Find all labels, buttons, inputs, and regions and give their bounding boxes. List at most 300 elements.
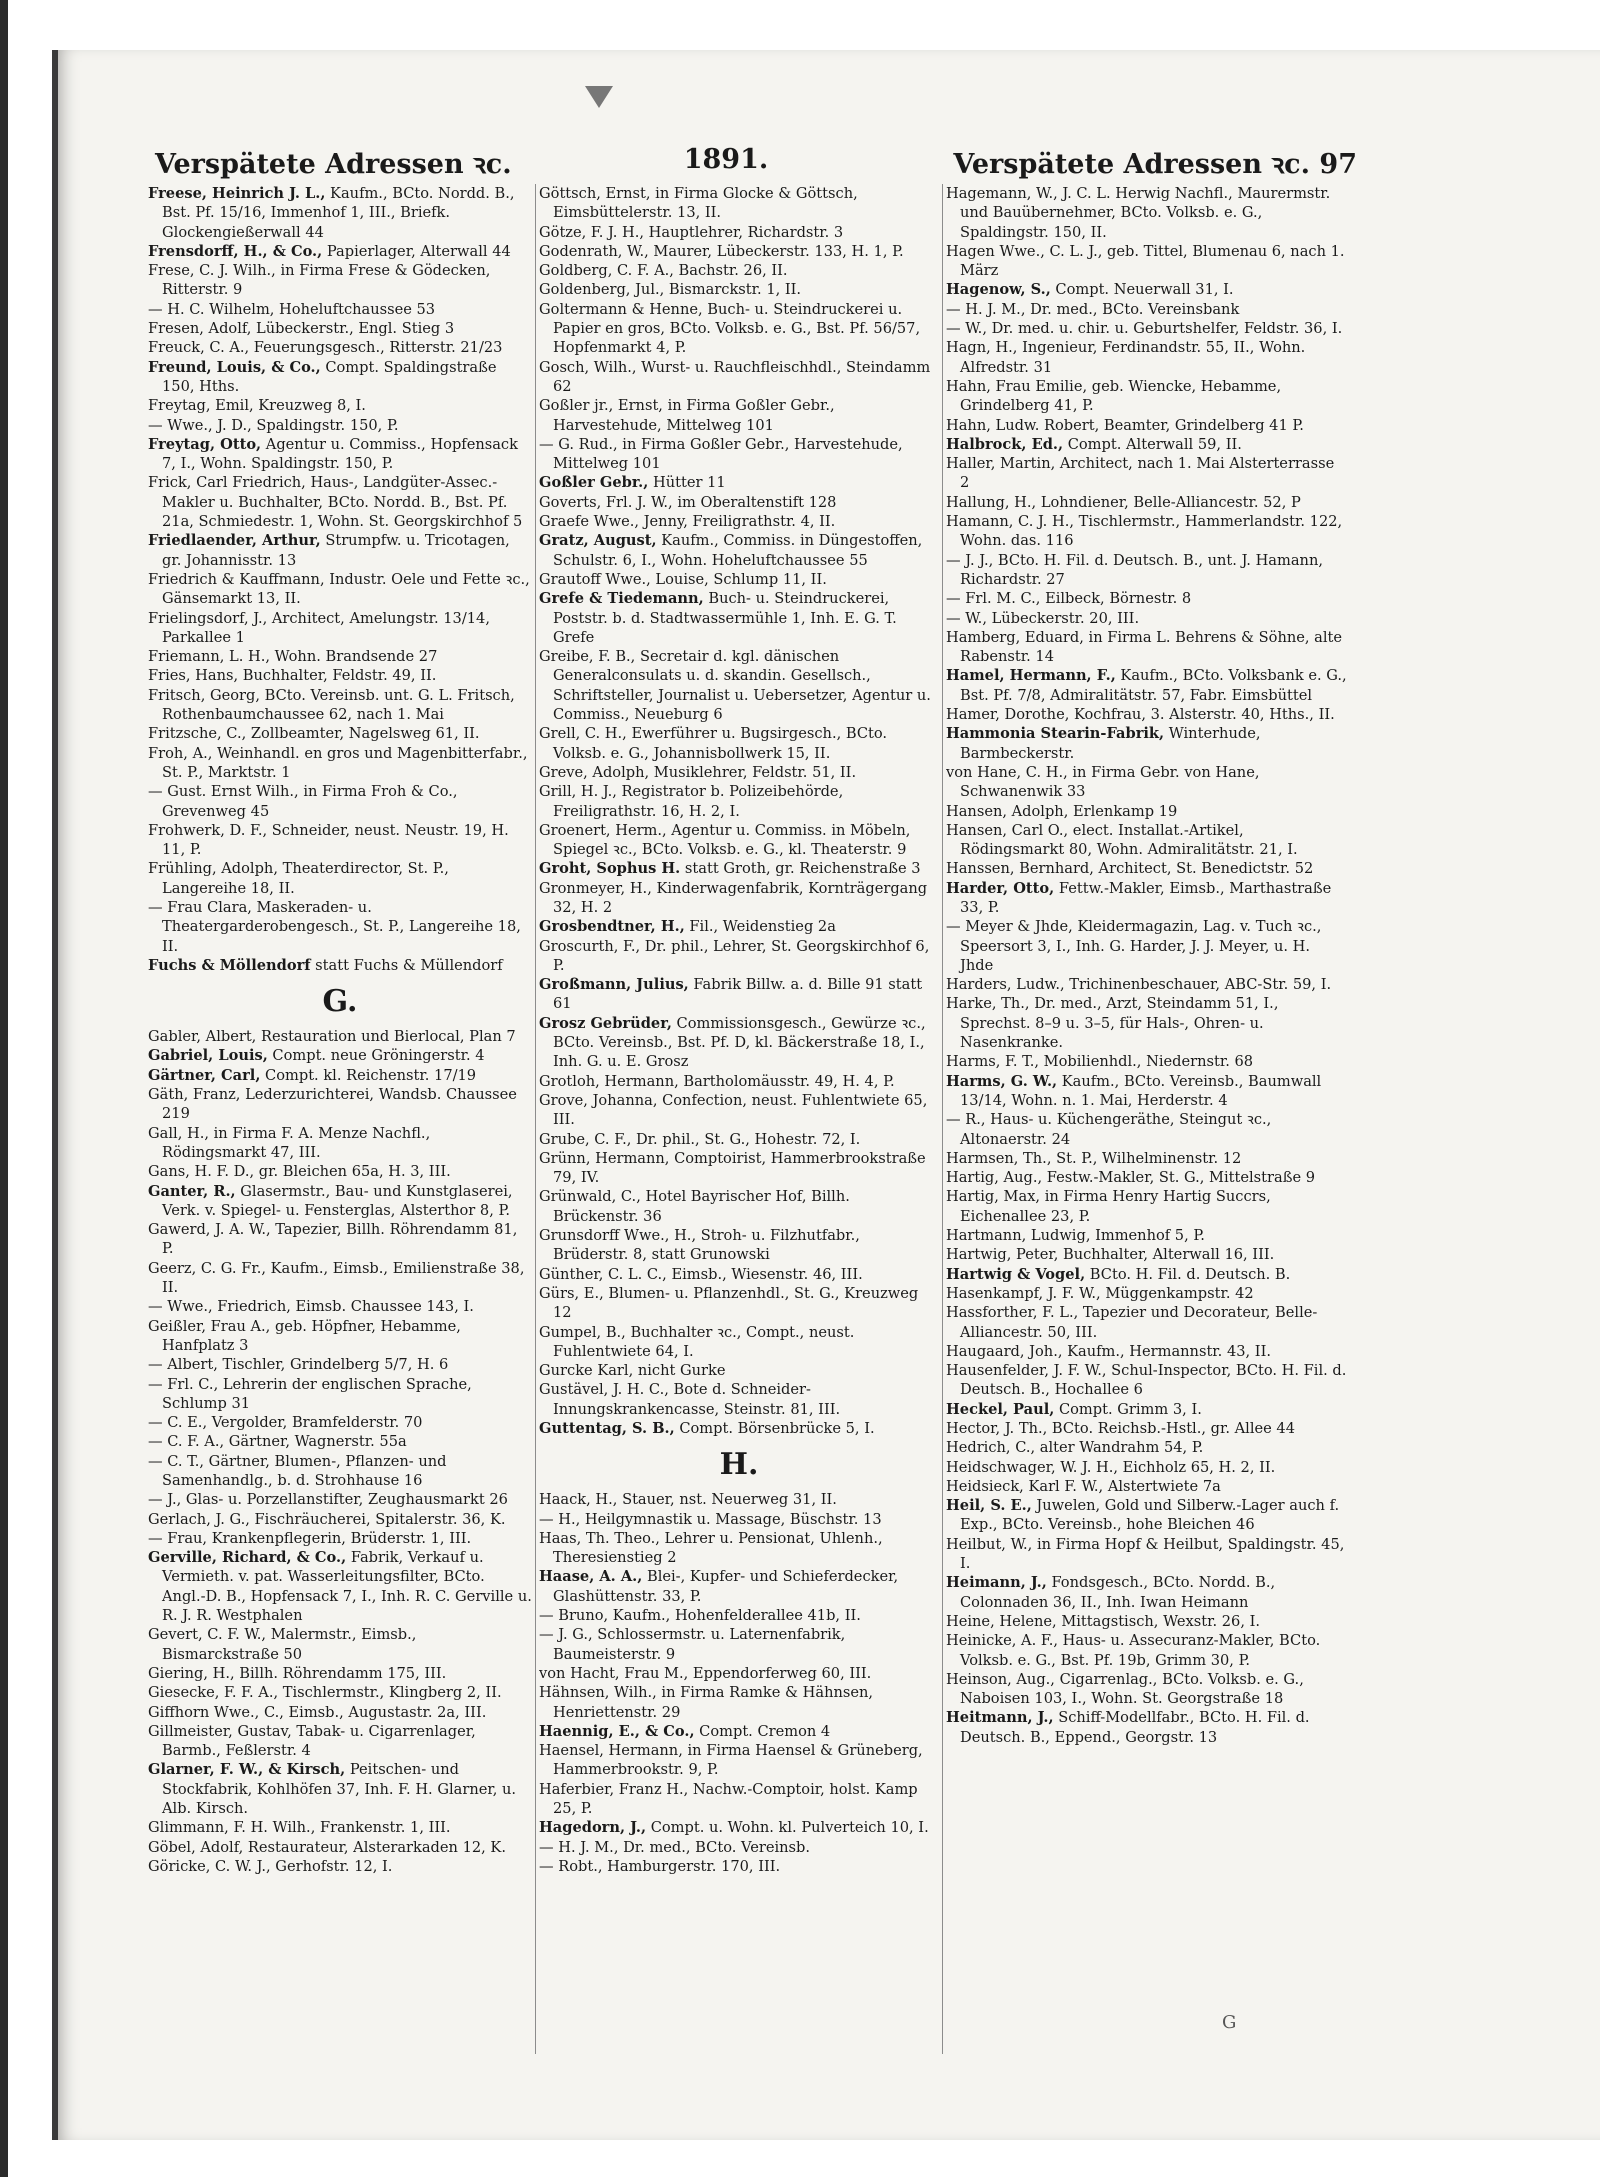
directory-entry [148, 1027, 532, 1046]
directory-entry [148, 531, 532, 570]
directory-entry [148, 1683, 532, 1702]
entry-text: — H. J. M., Dr. med., BCto. Vereinsbank [946, 300, 1240, 318]
entry-text: — W., Lübeckerstr. 20, III. [946, 609, 1140, 627]
entry-text: Hallung, H., Lohndiener, Belle-Alliancestr. 52, P [946, 493, 1301, 511]
entry-text: Hansen, Adolph, Erlenkamp 19 [946, 802, 1178, 820]
directory-entry [148, 1162, 532, 1181]
entry-text: Gawerd, J. A. W., Tapezier, Billh. Röhrendamm 81, P. [148, 1221, 518, 1258]
directory-entry [148, 1625, 532, 1664]
entry-text: — R., Haus- u. Küchengeräthe, Steingut ꝛc., Altonaerstr. 24 [946, 1111, 1272, 1148]
column-3 [946, 184, 1350, 2054]
entry-text: — C. F. A., Gärtner, Wagnerstr. 55a [148, 1433, 407, 1451]
directory-entry [148, 1182, 532, 1221]
entry-text: Glimmann, F. H. Wilh., Frankenstr. 1, III. [148, 1819, 451, 1837]
entry-text: — Albert, Tischler, Grindelberg 5/7, H. 6 [148, 1356, 449, 1374]
directory-entry [539, 1490, 939, 1509]
directory-entry [946, 551, 1347, 590]
directory-entry [946, 1245, 1347, 1264]
directory-entry [946, 859, 1347, 878]
directory-entry [946, 1670, 1347, 1709]
entry-text: Papierlager, Alterwall 44 [322, 242, 511, 260]
directory-entry [539, 917, 939, 936]
entry-text: Fries, Hans, Buchhalter, Feldstr. 49, II. [148, 667, 437, 685]
entry-text: Peitschen- und Stockfabrik, Kohlhöfen 37, Inh. F. H. Glarner, u. Alb. Kirsch. [162, 1761, 517, 1818]
entry-text: Winterhude, Barmbeckerstr. [960, 725, 1261, 762]
directory-entry [946, 1168, 1347, 1187]
directory-entry [539, 763, 939, 782]
directory-entry [539, 1361, 939, 1380]
directory-entry [946, 1458, 1347, 1477]
entry-text: Fritzsche, C., Zollbeamter, Nagelsweg 61, II. [148, 725, 480, 743]
entry-text: Fritsch, Georg, BCto. Vereinsb. unt. G. L. Fritsch, Rothenbaumchaussee 62, nach 1. Mai [148, 686, 515, 724]
directory-entry [539, 782, 939, 821]
entry-bold-name: Gerville, Richard, & Co., [148, 1549, 347, 1567]
entry-text: Godenrath, W., Maurer, Lübeckerstr. 133, H. 1, P. [539, 242, 904, 260]
directory-entry [539, 859, 939, 878]
entry-text: Grube, C. F., Dr. phil., St. G., Hohestr. 72, I. [539, 1130, 861, 1148]
section-letter-heading: G. [322, 984, 358, 1020]
entry-text: Hütter 11 [648, 474, 726, 492]
entry-text: Froh, A., Weinhandl. en gros und Magenbitterfabr., St. P., Marktstr. 1 [148, 744, 528, 781]
entry-text: Fettw.-Makler, Eimsb., Marthastraße 33, P. [960, 879, 1332, 916]
entry-text: Grünwald, C., Hotel Bayrischer Hof, Billh. Brückenstr. 36 [539, 1188, 850, 1225]
entry-text: Giering, H., Billh. Röhrendamm 175, III. [148, 1664, 447, 1682]
entry-text: — C. T., Gärtner, Blumen-, Pflanzen- und Samenhandlg., b. d. Strohhause 16 [148, 1452, 447, 1489]
entry-text: Compt. kl. Reichenstr. 17/19 [260, 1066, 477, 1084]
directory-entry [148, 416, 532, 435]
entry-text: von Hane, C. H., in Firma Gebr. von Hane, Schwanenwik 33 [946, 763, 1260, 801]
directory-entry [148, 1703, 532, 1722]
entry-bold-name: Heimann, J., [946, 1574, 1047, 1592]
entry-text: Hamer, Dorothe, Kochfrau, 3. Alsterstr. 40, Hths., II. [946, 706, 1335, 724]
directory-entry [539, 1741, 939, 1780]
entry-bold-name: Glarner, F. W., & Kirsch, [148, 1761, 346, 1779]
directory-entry [946, 1612, 1347, 1631]
entry-text: Göttsch, Ernst, in Firma Glocke & Göttsch, Eimsbüttelerstr. 13, II. [539, 185, 858, 222]
entry-bold-name: Hammonia Stearin-Fabrik, [946, 725, 1165, 743]
directory-entry [148, 1297, 532, 1316]
entry-text: Strumpfw. u. Tricotagen, gr. Johannisstr. 13 [162, 532, 510, 569]
directory-entry [148, 1452, 532, 1491]
directory-entry [539, 184, 939, 223]
entry-text: Harmsen, Th., St. P., Wilhelminenstr. 12 [946, 1149, 1242, 1167]
directory-entry [946, 377, 1347, 416]
entry-text: Fondsgesch., BCto. Nordd. B., Colonnaden 36, II., Inh. Iwan Heimann [960, 1574, 1276, 1611]
entry-text: — H. C. Wilhelm, Hoheluftchaussee 53 [148, 300, 436, 318]
entry-bold-name: Guttentag, S. B., [539, 1420, 675, 1437]
entry-text: Frese, C. J. Wilh., in Firma Frese & Gödecken, Ritterstr. 9 [148, 262, 491, 299]
directory-entry [946, 1573, 1347, 1612]
entry-bold-name: Gratz, August, [539, 532, 657, 550]
entry-text: Grotloh, Hermann, Bartholomäusstr. 49, H. 4, P. [539, 1072, 895, 1090]
entry-text: — Frau, Krankenpflegerin, Brüderstr. 1, III. [148, 1529, 472, 1547]
directory-entry [539, 1226, 939, 1265]
entry-text: Blei-, Kupfer- und Schieferdecker, Glashüttenstr. 33, P. [553, 1568, 899, 1605]
entry-bold-name: Freund, Louis, & Co., [148, 358, 321, 376]
directory-entry [946, 705, 1347, 724]
directory-entry [946, 1342, 1347, 1361]
entry-bold-name: Großmann, Julius, [539, 976, 689, 994]
directory-entry [946, 512, 1347, 551]
directory-entry [148, 1317, 532, 1356]
directory-entry [946, 1187, 1347, 1226]
entry-text: — G. Rud., in Firma Goßler Gebr., Harvestehude, Mittelweg 101 [539, 435, 903, 473]
directory-entry [946, 1072, 1347, 1111]
directory-entry [148, 570, 532, 609]
entry-text: Glasermstr., Bau- und Kunstglaserei, Verk. v. Spiegel- u. Fensterglas, Alsterthor 8, P. [162, 1182, 513, 1219]
directory-entry [539, 1625, 939, 1664]
entry-text: Compt. neue Gröningerstr. 4 [267, 1047, 485, 1065]
entry-text: — J. G., Schlossermstr. u. Laternenfabrik, Baumeisterstr. 9 [539, 1626, 846, 1663]
directory-entry [946, 1361, 1347, 1400]
directory-entry [148, 1529, 532, 1548]
entry-bold-name: Heil, S. E., [946, 1497, 1032, 1515]
entry-text: Haack, H., Stauer, nst. Neuerweg 31, II. [539, 1491, 837, 1509]
entry-text: Göbel, Adolf, Restaurateur, Alsterarkaden 12, K. [148, 1838, 506, 1856]
directory-entry [148, 1375, 532, 1414]
entry-text: — H., Heilgymnastik u. Massage, Büschstr. 13 [539, 1510, 882, 1528]
entry-text: — Bruno, Kaufm., Hohenfelderallee 41b, II. [539, 1607, 861, 1625]
directory-entry [946, 1535, 1347, 1574]
directory-entry [946, 454, 1347, 493]
entry-text: Fil., Weidenstieg 2a [684, 918, 836, 936]
directory-entry [148, 1664, 532, 1683]
directory-entry [946, 1226, 1347, 1245]
entry-bold-name: Friedlaender, Arthur, [148, 532, 321, 550]
entry-text: Götze, F. J. H., Hauptlehrer, Richardstr. 3 [539, 223, 844, 241]
entry-text: Heinson, Aug., Cigarrenlag., BCto. Volksb. e. G., Naboisen 103, I., Wohn. St. Georgstraße 18 [946, 1670, 1304, 1708]
directory-entry [539, 1529, 939, 1568]
entry-bold-name: Hagenow, S., [946, 281, 1051, 299]
directory-entry [148, 1857, 532, 1876]
directory-entry [946, 589, 1347, 608]
entry-text: Harms, F. T., Mobilienhdl., Niedernstr. 68 [946, 1053, 1254, 1071]
entry-text: Groscurth, F., Dr. phil., Lehrer, St. Georgskirchhof 6, P. [539, 937, 930, 974]
entry-text: Compt. Börsenbrücke 5, I. [674, 1420, 875, 1437]
directory-entry [148, 724, 532, 743]
entry-text: Hamann, C. J. H., Tischlermstr., Hammerlandstr. 122, Wohn. das. 116 [946, 513, 1343, 550]
entry-text: Gillmeister, Gustav, Tabak- u. Cigarrenlager, Barmb., Feßlerstr. 4 [148, 1722, 476, 1760]
directory-entry [148, 300, 532, 319]
entry-bold-name: Heitmann, J., [946, 1709, 1054, 1727]
entry-text: Grill, H. J., Registrator b. Polizeibehörde, Freiligrathstr. 16, H. 2, I. [539, 783, 844, 820]
directory-entry [539, 879, 939, 918]
entry-text: Göricke, C. W. J., Gerhofstr. 12, I. [148, 1857, 393, 1875]
directory-entry [539, 1014, 939, 1072]
directory-entry [148, 1220, 532, 1259]
directory-entry [148, 1413, 532, 1432]
entry-text: Giesecke, F. F. A., Tischlermstr., Klingberg 2, II. [148, 1684, 502, 1702]
page-marker-shape [585, 86, 613, 108]
header-left-title: Verspätete Adressen ꝛc. [155, 149, 512, 180]
directory-entry [946, 994, 1347, 1052]
entry-text: Geerz, C. G. Fr., Kaufm., Eimsb., Emilienstraße 38, II. [148, 1259, 525, 1297]
directory-entry [539, 435, 939, 474]
section-letter-heading: H. [719, 1447, 759, 1483]
entry-text: Freuck, C. A., Feuerungsgesch., Ritterstr. 21/23 [148, 339, 503, 357]
entry-text: Heine, Helene, Mittagstisch, Wexstr. 26, I. [946, 1612, 1260, 1630]
directory-entry [539, 1838, 939, 1857]
entry-text: Gäth, Franz, Lederzurichterei, Wandsb. Chaussee 219 [148, 1086, 517, 1123]
entry-text: Hahn, Ludw. Robert, Beamter, Grindelberg 41 P. [946, 416, 1304, 434]
entry-text: Hector, J. Th., BCto. Reichsb.-Hstl., gr. Allee 44 [946, 1420, 1295, 1437]
entry-text: Haferbier, Franz H., Nachw.-Comptoir, holst. Kamp 25, P. [539, 1780, 918, 1818]
entry-text: Hansen, Carl O., elect. Installat.-Artikel, Rödingsmarkt 80, Wohn. Admiralitätstr. 21, I. [946, 821, 1298, 859]
entry-text: Kaufm., BCto. Vereinsb., Baumwall 13/14, Wohn. n. 1. Mai, Herderstr. 4 [960, 1072, 1322, 1109]
directory-entry [148, 1490, 532, 1509]
directory-entry [946, 724, 1347, 763]
directory-entry [946, 802, 1347, 821]
entry-bold-name: Halbrock, Ed., [946, 435, 1064, 453]
entry-text: Freytag, Emil, Kreuzweg 8, I. [148, 397, 366, 415]
entry-text: Gosch, Wilh., Wurst- u. Rauchfleischhdl., Steindamm 62 [539, 358, 931, 395]
entry-bold-name: Frensdorff, H., & Co., [148, 242, 323, 260]
entry-text: Compt. Neuerwall 31, I. [1050, 281, 1234, 299]
directory-entry [539, 1091, 939, 1130]
entry-text: Fabrik, Verkauf u. Vermieth. v. pat. Wasserleitungsfilter, BCto. Angl.-D. B., Hopfensack 7, I., Inh. R. C. Gerville u. R. J. R. Westphalen [162, 1549, 532, 1625]
entry-bold-name: Grefe & Tiedemann, [539, 590, 704, 608]
directory-entry [148, 1838, 532, 1857]
directory-entry [946, 493, 1347, 512]
entry-text: Heidschwager, W. J. H., Eichholz 65, H. 2, II. [946, 1458, 1276, 1476]
directory-entry [946, 1265, 1347, 1284]
directory-entry [539, 223, 939, 242]
entry-bold-name: Harms, G. W., [946, 1072, 1058, 1090]
directory-entry [148, 1085, 532, 1124]
directory-entry [946, 975, 1347, 994]
directory-entry [539, 570, 939, 589]
entry-text: Agentur u. Commiss., Hopfensack 7, I., Wohn. Spaldingstr. 150, P. [162, 435, 518, 473]
directory-entry [946, 666, 1347, 705]
entry-bold-name: Freytag, Otto, [148, 435, 262, 453]
entry-text: statt Fuchs & Müllendorf [310, 956, 503, 974]
entry-text: Gabler, Albert, Restauration und Bierlocal, Plan 7 [148, 1028, 516, 1046]
entry-text: Frick, Carl Friedrich, Haus-, Landgüter-Assec.-Makler u. Buchhalter, BCto. Nordd. B., Bst. Pf. 21a, Schmiedestr. 1, Wohn. St. Georgskirchhof 5 [148, 474, 523, 531]
entry-text: — Meyer & Jhde, Kleidermagazin, Lag. v. Tuch ꝛc., Speersort 3, I., Inh. G. Harder, J. J. Meyer, u. H. Jhde [946, 918, 1322, 974]
entry-text: Grove, Johanna, Confection, neust. Fuhlentwiete 65, III. [539, 1091, 928, 1129]
entry-bold-name: Hagedorn, J., [539, 1819, 647, 1837]
directory-entry [148, 261, 532, 300]
entry-text: Heidsieck, Karl F. W., Alstertwiete 7a [946, 1477, 1221, 1495]
directory-entry [946, 300, 1347, 319]
entry-text: Goldenberg, Jul., Bismarckstr. 1, II. [539, 281, 802, 299]
directory-entry [946, 338, 1347, 377]
directory-entry [946, 879, 1347, 918]
entry-text: Buch- u. Steindruckerei, Poststr. b. d. Stadtwassermühle 1, Inh. E. G. T. Grefe [553, 590, 897, 646]
entry-bold-name: Grosbendtner, H., [539, 918, 685, 936]
directory-entry [148, 242, 532, 261]
page-header [95, 140, 1357, 184]
entry-text: Geißler, Frau A., geb. Höpfner, Hebamme, Hanfplatz 3 [148, 1317, 461, 1354]
entry-text: Hanssen, Bernhard, Architect, St. Benedictstr. 52 [946, 860, 1314, 878]
entry-text: Hartig, Aug., Festw.-Makler, St. G., Mittelstraße 9 [946, 1169, 1316, 1187]
entry-bold-name: Fuchs & Möllendorf [148, 956, 311, 974]
entry-text: Günther, C. L. C., Eimsb., Wiesenstr. 46, III. [539, 1265, 863, 1283]
directory-entry [148, 1066, 532, 1085]
entry-text: Haas, Th. Theo., Lehrer u. Pensionat, Uhlenh., Theresienstieg 2 [539, 1529, 883, 1567]
directory-entry [148, 184, 532, 242]
directory-entry [148, 1432, 532, 1451]
directory-entry [539, 1664, 939, 1683]
entry-text: Friedrich & Kauffmann, Industr. Oele und Fette ꝛc., Gänsemarkt 13, II. [148, 570, 530, 608]
directory-entry [946, 917, 1347, 975]
directory-entry [946, 1400, 1347, 1419]
entry-text: Grautoff Wwe., Louise, Schlump 11, II. [539, 570, 827, 588]
directory-entry [946, 319, 1347, 338]
entry-text: Hausenfelder, J. F. W., Schul-Inspector, BCto. H. Fil. d. Deutsch. B., Hochallee 6 [946, 1362, 1347, 1399]
entry-text: Graefe Wwe., Jenny, Freiligrathstr. 4, II. [539, 513, 836, 531]
entry-bold-name: Harder, Otto, [946, 879, 1055, 897]
entry-text: Grunsdorff Wwe., H., Stroh- u. Filzhutfabr., Brüderstr. 8, statt Grunowski [539, 1227, 860, 1264]
entry-text: Heilbut, W., in Firma Hopf & Heilbut, Spaldingstr. 45, I. [946, 1535, 1345, 1573]
entry-text: Hassforther, F. L., Tapezier und Decorateur, Belle-Alliancestr. 50, III. [946, 1304, 1318, 1341]
entry-text: Gumpel, B., Buchhalter ꝛc., Compt., neust. Fuhlentwiete 64, I. [539, 1323, 855, 1360]
entry-bold-name: Haennig, E., & Co., [539, 1722, 695, 1740]
directory-entry [539, 1722, 939, 1741]
entry-bold-name: Ganter, R., [148, 1182, 236, 1200]
entry-text: Hasenkampf, J. F. W., Müggenkampstr. 42 [946, 1284, 1254, 1302]
entry-text: Haugaard, Joh., Kaufm., Hermannstr. 43, II. [946, 1342, 1271, 1360]
entry-text: Hagemann, W., J. C. L. Herwig Nachfl., Maurermstr. und Bauübernehmer, BCto. Volksb. e. G., Spaldingstr. 150, II. [946, 185, 1331, 241]
entry-text: Gurcke Karl, nicht Gurke [539, 1362, 726, 1380]
directory-entry [148, 1510, 532, 1529]
entry-text: Hahn, Frau Emilie, geb. Wiencke, Hebamme, Grindelberg 41, P. [946, 377, 1282, 415]
entry-text: — J., Glas- u. Porzellanstifter, Zeughausmarkt 26 [148, 1491, 508, 1509]
entry-text: Gans, H. F. D., gr. Bleichen 65a, H. 3, III. [148, 1163, 451, 1181]
directory-entry [148, 1259, 532, 1298]
entry-text: Hähnsen, Wilh., in Firma Ramke & Hähnsen, Henriettenstr. 29 [539, 1684, 874, 1721]
entry-text: Harke, Th., Dr. med., Arzt, Steindamm 51, I., Sprechst. 8–9 u. 3–5, für Hals-, Ohren- u. Nasenkranke. [946, 995, 1279, 1052]
entry-text: Hagen Wwe., C. L. J., geb. Tittel, Blumenau 6, nach 1. März [946, 242, 1345, 280]
directory-entry [946, 1149, 1347, 1168]
entry-text: Goßler jr., Ernst, in Firma Goßler Gebr., Harvestehude, Mittelweg 101 [539, 397, 835, 434]
entry-text: Schiff-Modellfabr., BCto. H. Fil. d. Deutsch. B., Eppend., Georgstr. 13 [960, 1709, 1310, 1746]
entry-text: Kaufm., BCto. Nordd. B., Bst. Pf. 15/16, Immenhof 1, III., Briefk. Glockengießerwall 44 [162, 185, 515, 241]
entry-text: von Hacht, Frau M., Eppendorferweg 60, III. [539, 1664, 872, 1682]
directory-entry [946, 821, 1347, 860]
directory-entry [539, 1265, 939, 1284]
entry-text: Goldberg, C. F. A., Bachstr. 26, II. [539, 262, 788, 280]
entry-text: Gerlach, J. G., Fischräucherei, Spitalerstr. 36, K. [148, 1510, 506, 1528]
directory-entry [148, 666, 532, 685]
directory-entry [539, 1606, 939, 1625]
entry-bold-name: Haase, A. A., [539, 1568, 643, 1586]
entry-text: Goverts, Frl. J. W., im Oberaltenstift 128 [539, 493, 837, 511]
entry-bold-name: Grosz Gebrüder, [539, 1014, 672, 1032]
directory-entry [539, 1567, 939, 1606]
directory-entry [539, 975, 939, 1014]
entry-text: Compt. Alterwall 59, II. [1063, 435, 1242, 453]
entry-text: Commissionsgesch., Gewürze ꝛc., BCto. Vereinsb., Bst. Pf. D, kl. Bäckerstraße 18, I., Inh. G. u. E. Grosz [553, 1014, 926, 1071]
entry-text: Harders, Ludw., Trichinenbeschauer, ABC-Str. 59, I. [946, 976, 1332, 994]
entry-text: Compt. Grimm 3, I. [1054, 1400, 1202, 1418]
directory-entry [539, 1780, 939, 1819]
entry-text: Juwelen, Gold und Silberw.-Lager auch f. Exp., BCto. Vereinsb., hohe Bleichen 46 [960, 1497, 1340, 1534]
entry-text: Grell, C. H., Ewerführer u. Bugsirgesch., BCto. Volksb. e. G., Johannisbollwerk 15, II. [539, 725, 888, 762]
entry-text: Frielingsdorf, J., Architect, Amelungstr. 13/14, Parkallee 1 [148, 609, 490, 646]
directory-entry [539, 473, 939, 492]
directory-entry [539, 1130, 939, 1149]
entry-text: Kaufm., Commiss. in Düngestoffen, Schulstr. 6, I., Wohn. Hoheluftchaussee 55 [553, 532, 923, 569]
directory-entry [946, 1284, 1347, 1303]
entry-text: — Frl. M. C., Eilbeck, Börnestr. 8 [946, 590, 1192, 608]
entry-text: Giffhorn Wwe., C., Eimsb., Augustastr. 2a, III. [148, 1703, 487, 1721]
directory-entry [148, 1124, 532, 1163]
book-spine [0, 0, 8, 2177]
entry-bold-name: Heckel, Paul, [946, 1400, 1055, 1418]
directory-entry [539, 1818, 939, 1837]
entry-text: Grünn, Hermann, Comptoirist, Hammerbrookstraße 79, IV. [539, 1149, 926, 1187]
directory-entry [539, 358, 939, 397]
entry-text: — Frau Clara, Maskeraden- u. Theatergarderobengesch., St. P., Langereihe 18, II. [148, 898, 521, 955]
directory-entry [148, 898, 532, 956]
entry-bold-name: Hartwig & Vogel, [946, 1265, 1086, 1283]
directory-entry [148, 1355, 532, 1374]
entry-text: — Wwe., Friedrich, Eimsb. Chaussee 143, I. [148, 1298, 474, 1316]
entry-text: Hamberg, Eduard, in Firma L. Behrens & Söhne, alte Rabenstr. 14 [946, 628, 1343, 666]
directory-entry [148, 319, 532, 338]
directory-entry [148, 647, 532, 666]
entry-bold-name: Goßler Gebr., [539, 474, 649, 492]
directory-entry [148, 956, 532, 975]
directory-columns [148, 184, 1350, 2054]
directory-entry [148, 435, 532, 474]
directory-entry [539, 937, 939, 976]
directory-entry [946, 416, 1347, 435]
entry-bold-name: Gärtner, Carl, [148, 1066, 261, 1084]
entry-bold-name: Groht, Sophus H. [539, 860, 681, 878]
header-right-title: Verspätete Adressen ꝛc. 97 [953, 149, 1357, 180]
entry-bold-name: Hamel, Hermann, F., [946, 667, 1116, 685]
directory-entry [946, 242, 1347, 281]
entry-text: Gürs, E., Blumen- u. Pflanzenhdl., St. G., Kreuzweg 12 [539, 1284, 919, 1322]
entry-text: — Robt., Hamburgerstr. 170, III. [539, 1857, 781, 1875]
entry-text: Compt. Cremon 4 [694, 1722, 831, 1740]
directory-entry [539, 1072, 939, 1091]
directory-entry [539, 1857, 939, 1876]
directory-entry [539, 280, 939, 299]
directory-entry [539, 647, 939, 724]
entry-text: Haensel, Hermann, in Firma Haensel & Grüneberg, Hammerbrookstr. 9, P. [539, 1742, 923, 1779]
directory-entry [148, 338, 532, 357]
column-2 [539, 184, 943, 2054]
entry-text: Hagn, H., Ingenieur, Ferdinandstr. 55, II., Wohn. Alfredstr. 31 [946, 339, 1306, 376]
entry-text: BCto. H. Fil. d. Deutsch. B. [1085, 1265, 1291, 1283]
directory-entry [539, 512, 939, 531]
directory-entry [946, 1477, 1347, 1496]
entry-text: Hartwig, Peter, Buchhalter, Alterwall 16, III. [946, 1246, 1275, 1264]
entry-text: — W., Dr. med. u. chir. u. Geburtshelfer, Feldstr. 36, I. [946, 320, 1343, 338]
entry-text: Friemann, L. H., Wohn. Brandsende 27 [148, 648, 438, 666]
entry-text: Gevert, C. F. W., Malermstr., Eimsb., Bismarckstraße 50 [148, 1626, 417, 1663]
entry-text: Gall, H., in Firma F. A. Menze Nachfl., Rödingsmarkt 47, III. [148, 1124, 431, 1161]
directory-entry [148, 1722, 532, 1761]
directory-entry [148, 859, 532, 898]
directory-entry [148, 1046, 532, 1065]
directory-entry [946, 280, 1347, 299]
entry-text: statt Groth, gr. Reichenstraße 3 [680, 860, 921, 878]
entry-text: Compt. Spaldingstraße 150, Hths. [162, 358, 497, 395]
entry-text: Hedrich, C., alter Wandrahm 54, P. [946, 1439, 1204, 1457]
directory-entry [148, 609, 532, 648]
directory-entry [946, 628, 1347, 667]
directory-entry [539, 1187, 939, 1226]
directory-entry [539, 1683, 939, 1722]
header-year: 1891. [683, 144, 769, 175]
column-1 [148, 184, 536, 2054]
entry-text: Frühling, Adolph, Theaterdirector, St. P., Langereihe 18, II. [148, 860, 449, 897]
entry-text: Gustävel, J. H. C., Bote d. Schneider-Innungskrankencasse, Steinstr. 81, III. [539, 1381, 841, 1418]
